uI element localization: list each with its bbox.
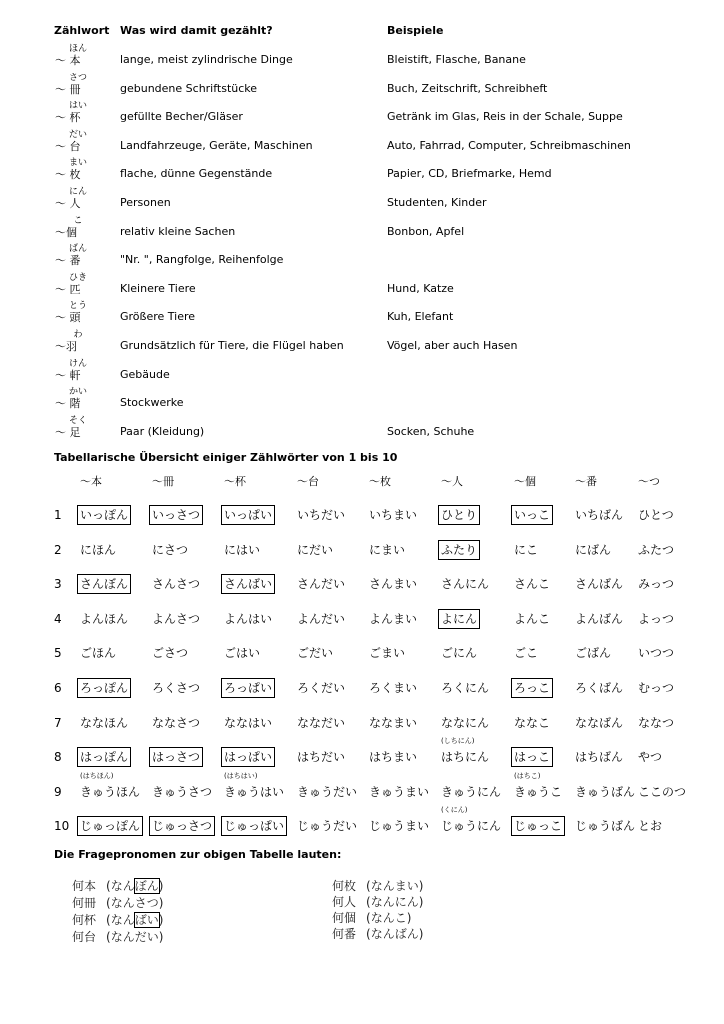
table-cell: きゅうほん bbox=[80, 784, 141, 799]
table-cell: きゅうこ bbox=[514, 784, 563, 799]
table-cell: はちまい bbox=[369, 750, 418, 765]
table-cell: ななばん bbox=[575, 715, 624, 730]
table-cell: やつ bbox=[638, 750, 663, 765]
counter-usage: Grundsätzlich für Tiere, die Flügel haben bbox=[120, 339, 344, 352]
table-cell: いっこ bbox=[514, 508, 551, 522]
counter-reading: にん bbox=[68, 187, 87, 197]
counter-reading: ほん bbox=[68, 44, 87, 54]
table-cell: ふたり bbox=[441, 542, 478, 557]
table-cell: にほん bbox=[80, 542, 117, 557]
counter-reading: はい bbox=[68, 101, 87, 112]
table-cell: よんほん bbox=[80, 611, 129, 626]
alt-reading-note: (くにん) bbox=[441, 806, 468, 815]
counter-examples: Buch, Zeitschrift, Schreibheft bbox=[387, 81, 548, 95]
row-number: 10 bbox=[54, 819, 70, 834]
table-cell: ここのつ bbox=[638, 784, 687, 799]
question-reading-boxed: ばい bbox=[134, 913, 159, 927]
question-reading: (なんばん) bbox=[366, 927, 424, 941]
table-cell: ごほん bbox=[80, 646, 117, 661]
counter-usage: Gebäude bbox=[120, 367, 170, 381]
table-cell: はちにん bbox=[441, 750, 490, 765]
row-number: 6 bbox=[54, 681, 62, 695]
table-cell: にはい bbox=[224, 542, 261, 557]
counter-examples: Studenten, Kinder bbox=[387, 196, 487, 209]
table-cell: よんだい bbox=[297, 611, 346, 626]
table-cell: さんまい bbox=[369, 577, 418, 592]
column-header: ～個 bbox=[514, 475, 536, 488]
table-cell: にばん bbox=[575, 542, 612, 557]
table-cell: ろくだい bbox=[297, 681, 346, 695]
table-cell: じゅっぱい bbox=[224, 819, 285, 834]
table-cell: ごばん bbox=[575, 646, 612, 661]
counter-usage: Größere Tiere bbox=[120, 310, 196, 324]
table-cell: ひとつ bbox=[638, 508, 674, 522]
table-cell: さんにん bbox=[441, 577, 490, 592]
counter-kanji: ～ 人 bbox=[55, 197, 81, 210]
table-cell: ごさつ bbox=[152, 646, 189, 661]
table-cell: ろくまい bbox=[369, 681, 418, 695]
counter-reading: とう bbox=[68, 301, 87, 312]
table-cell: ろくさつ bbox=[152, 681, 201, 695]
counter-reading: こ bbox=[73, 215, 83, 226]
table-cell: さんだい bbox=[297, 577, 346, 592]
counter-usage: gefüllte Becher/Gläser bbox=[120, 110, 243, 124]
counter-usage: Stockwerke bbox=[120, 396, 184, 410]
question-reading: (なん bbox=[106, 913, 135, 927]
counter-examples: Getränk im Glas, Reis in der Schale, Suppe bbox=[387, 110, 623, 124]
table-cell: よにん bbox=[441, 611, 478, 626]
table-cell: さんぼん bbox=[80, 577, 129, 592]
table-cell: にまい bbox=[369, 542, 406, 557]
question-reading: (なんさつ) bbox=[106, 896, 164, 910]
counter-reading: そく bbox=[68, 415, 87, 426]
counter-kanji: ～ 頭 bbox=[55, 311, 81, 325]
table-cell: ななさつ bbox=[152, 715, 201, 730]
alt-reading-note: (はちはい) bbox=[224, 771, 258, 780]
counter-usage: Kleinere Tiere bbox=[120, 281, 196, 295]
table-cell: はちばん bbox=[575, 750, 624, 765]
table-cell: はっぱい bbox=[224, 750, 273, 765]
question-pronoun bbox=[72, 894, 163, 911]
table-cell: いつつ bbox=[638, 646, 675, 661]
table-cell: きゅうさつ bbox=[152, 784, 213, 799]
column-header: ～本 bbox=[80, 475, 102, 488]
table-cell: むっつ bbox=[638, 681, 675, 695]
table-cell: にさつ bbox=[152, 542, 189, 557]
table-cell: ごはい bbox=[224, 646, 261, 661]
table-cell: よんこ bbox=[514, 611, 551, 626]
table-cell: ななほん bbox=[80, 715, 129, 730]
column-header: ～番 bbox=[575, 475, 597, 488]
table-cell: はっさつ bbox=[152, 750, 201, 765]
table-cell: ろっぽん bbox=[80, 681, 129, 695]
question-reading-end: ) bbox=[158, 913, 164, 927]
table-cell: きゅうはい bbox=[224, 784, 285, 799]
counter-examples: Bonbon, Apfel bbox=[387, 224, 465, 238]
question-kanji: 何冊 bbox=[72, 896, 97, 910]
table-cell: さんばん bbox=[575, 577, 624, 592]
table-cell: さんさつ bbox=[152, 577, 201, 592]
counter-reading: だい bbox=[68, 129, 87, 140]
question-reading-boxed: ぼん bbox=[134, 879, 159, 893]
question-pronoun bbox=[72, 877, 163, 894]
table-cell: みっつ bbox=[638, 577, 675, 592]
overview-title: Tabellarische Übersicht einiger Zählwörter von 1 bis 10 bbox=[54, 451, 398, 464]
table-cell: ひとり bbox=[441, 508, 478, 522]
table-cell: ろくにん bbox=[441, 681, 490, 695]
table-cell: はちだい bbox=[297, 750, 346, 765]
table-cell: きゅうばん bbox=[575, 784, 636, 799]
question-pronoun bbox=[332, 893, 423, 910]
column-header: ～枚 bbox=[369, 475, 391, 488]
table-cell: じゅっぽん bbox=[80, 819, 141, 834]
table-cell: ごこ bbox=[514, 646, 539, 661]
table-cell: いっぽん bbox=[80, 508, 129, 522]
table-cell: ななはい bbox=[224, 715, 273, 730]
counter-usage: relativ kleine Sachen bbox=[120, 224, 236, 238]
table-cell: じゅうばん bbox=[575, 819, 636, 834]
column-header: ～つ bbox=[638, 475, 660, 488]
table-cell: いちまい bbox=[369, 508, 418, 522]
counter-examples: Vögel, aber auch Hasen bbox=[387, 339, 518, 352]
table-cell: ななにん bbox=[441, 715, 490, 730]
column-header: ～杯 bbox=[224, 475, 246, 488]
question-pronoun bbox=[332, 877, 423, 894]
counter-usage: flache, dünne Gegenstände bbox=[120, 167, 273, 181]
alt-reading-note: (はちこ) bbox=[514, 771, 541, 780]
questions-title: Die Fragepronomen zur obigen Tabelle lauten: bbox=[54, 848, 342, 861]
row-number: 2 bbox=[54, 542, 62, 557]
question-kanji: 何杯 bbox=[72, 913, 97, 927]
table-cell: じゅっこ bbox=[514, 819, 563, 834]
table-cell: ろくばん bbox=[575, 681, 624, 695]
row-number: 3 bbox=[54, 577, 62, 592]
question-reading: (なんこ) bbox=[366, 911, 412, 925]
header-examples: Beispiele bbox=[387, 24, 444, 37]
counter-reading: けん bbox=[68, 358, 87, 369]
table-cell: ななこ bbox=[514, 715, 551, 730]
table-cell: ごだい bbox=[297, 646, 334, 661]
counter-kanji: ～羽 bbox=[55, 340, 77, 353]
column-header: ～人 bbox=[441, 475, 463, 488]
counter-reading: ばん bbox=[68, 244, 87, 255]
question-pronoun bbox=[332, 925, 423, 942]
counter-examples: Bleistift, Flasche, Banane bbox=[387, 53, 526, 66]
question-reading: (なんだい) bbox=[106, 930, 164, 944]
question-pronoun bbox=[72, 911, 163, 928]
table-cell: はっこ bbox=[514, 750, 551, 765]
counter-kanji: ～ 番 bbox=[55, 254, 81, 268]
counter-examples: Papier, CD, Briefmarke, Hemd bbox=[387, 167, 552, 181]
question-pronoun bbox=[72, 928, 163, 945]
row-number: 7 bbox=[54, 715, 62, 730]
table-cell: じゅうまい bbox=[369, 819, 430, 834]
table-cell: ごにん bbox=[441, 646, 478, 661]
question-reading: (なんにん) bbox=[366, 895, 424, 909]
table-cell: ろっぱい bbox=[224, 681, 273, 695]
counter-kanji: ～ 枚 bbox=[55, 168, 81, 182]
counter-examples: Hund, Katze bbox=[387, 281, 454, 295]
counter-examples: Socken, Schuhe bbox=[387, 424, 475, 438]
column-header: ～台 bbox=[297, 475, 319, 488]
table-cell: きゅうだい bbox=[297, 784, 358, 799]
counter-usage: "Nr. ", Rangfolge, Reihenfolge bbox=[120, 253, 284, 267]
question-reading: (なんまい) bbox=[366, 879, 424, 893]
counter-reading: まい bbox=[68, 158, 87, 169]
counter-kanji: ～ 杯 bbox=[55, 111, 81, 125]
table-cell: ななまい bbox=[369, 715, 418, 730]
header-usage: Was wird damit gezählt? bbox=[120, 24, 273, 37]
counter-kanji: ～ 冊 bbox=[55, 82, 81, 96]
table-cell: じゅうだい bbox=[297, 819, 358, 834]
table-cell: きゅうまい bbox=[369, 784, 430, 799]
counter-reading: かい bbox=[68, 387, 87, 398]
table-cell: いっぱい bbox=[224, 508, 273, 522]
table-cell: ろっこ bbox=[514, 681, 551, 695]
table-cell: ななつ bbox=[638, 715, 675, 730]
counter-kanji: ～ 本 bbox=[55, 54, 81, 67]
table-cell: いっさつ bbox=[152, 508, 201, 522]
question-kanji: 何番 bbox=[332, 927, 357, 941]
question-kanji: 何本 bbox=[72, 879, 97, 893]
counter-usage: gebundene Schriftstücke bbox=[120, 81, 258, 95]
counter-kanji: ～ 匹 bbox=[55, 282, 81, 296]
question-kanji: 何台 bbox=[72, 930, 97, 944]
question-kanji: 何個 bbox=[332, 911, 357, 925]
counter-kanji: ～ 階 bbox=[55, 397, 81, 411]
counter-usage: Personen bbox=[120, 196, 171, 209]
counter-usage: Landfahrzeuge, Geräte, Maschinen bbox=[120, 138, 313, 152]
question-kanji: 何枚 bbox=[332, 879, 357, 893]
question-kanji: 何人 bbox=[332, 895, 357, 909]
table-cell: じゅうにん bbox=[441, 819, 502, 834]
table-cell: よんまい bbox=[369, 611, 418, 626]
counter-kanji: ～ 台 bbox=[55, 139, 81, 153]
table-cell: さんこ bbox=[514, 577, 551, 592]
table-cell: ななだい bbox=[297, 715, 346, 730]
column-header: ～冊 bbox=[152, 475, 174, 488]
counter-usage: lange, meist zylindrische Dinge bbox=[120, 53, 293, 66]
question-reading: (なん bbox=[106, 879, 135, 893]
counter-kanji: ～ 軒 bbox=[55, 368, 81, 382]
table-cell: ふたつ bbox=[638, 542, 675, 557]
table-cell: よんさつ bbox=[152, 611, 201, 626]
counter-kanji: ～個 bbox=[55, 225, 77, 239]
header-counter: Zählwort bbox=[54, 24, 110, 37]
counter-reading: ひき bbox=[68, 272, 87, 283]
table-cell: ごまい bbox=[369, 646, 406, 661]
alt-reading-note: (はちほん) bbox=[80, 771, 114, 780]
table-cell: いちばん bbox=[575, 508, 624, 522]
row-number: 4 bbox=[54, 611, 62, 626]
row-number: 8 bbox=[54, 750, 62, 765]
question-reading-end: ) bbox=[158, 879, 164, 893]
counter-reading: わ bbox=[73, 330, 83, 340]
row-number: 9 bbox=[54, 784, 62, 799]
counter-reading: さつ bbox=[68, 72, 87, 83]
row-number: 1 bbox=[54, 508, 62, 522]
table-cell: にだい bbox=[297, 542, 334, 557]
row-number: 5 bbox=[54, 646, 62, 661]
question-pronoun bbox=[332, 909, 411, 926]
counter-kanji: ～ 足 bbox=[55, 425, 81, 439]
table-cell: さんばい bbox=[224, 577, 273, 592]
table-cell: よっつ bbox=[638, 611, 675, 626]
table-cell: きゅうにん bbox=[441, 784, 502, 799]
table-cell: とお bbox=[638, 819, 663, 834]
counter-examples: Auto, Fahrrad, Computer, Schreibmaschinen bbox=[387, 138, 631, 152]
alt-reading-note: (しちにん) bbox=[441, 737, 475, 746]
table-cell: じゅっさつ bbox=[152, 819, 213, 834]
table-cell: よんばん bbox=[575, 611, 624, 626]
table-cell: にこ bbox=[514, 542, 539, 557]
counter-examples: Kuh, Elefant bbox=[387, 310, 454, 324]
table-cell: はっぽん bbox=[80, 750, 129, 765]
table-cell: よんはい bbox=[224, 611, 273, 626]
table-cell: いちだい bbox=[297, 508, 346, 522]
counter-usage: Paar (Kleidung) bbox=[120, 424, 205, 438]
